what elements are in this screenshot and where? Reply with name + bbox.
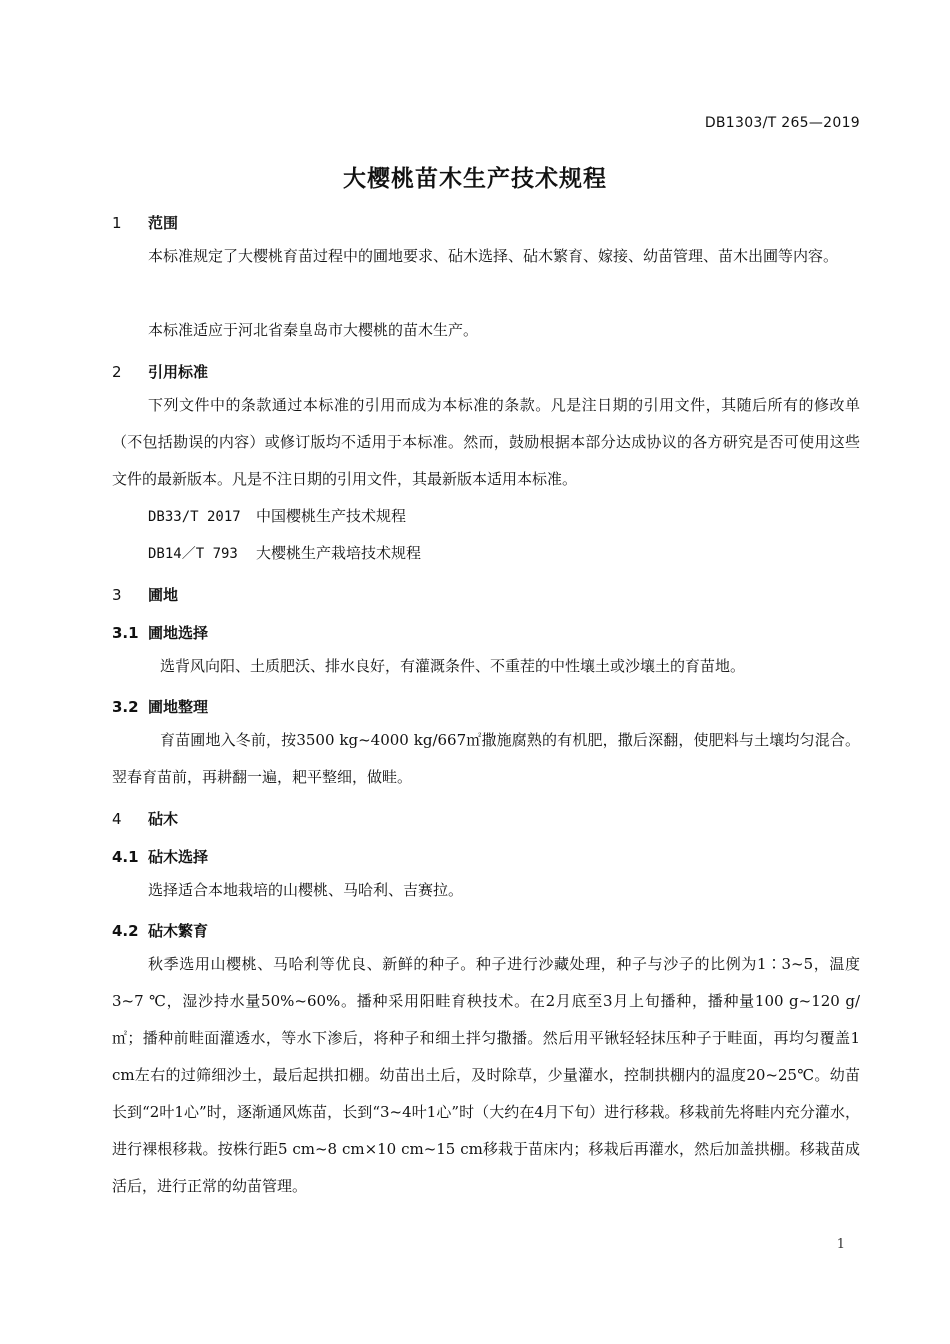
section-title: 圃地整理 [148,698,209,716]
document-code: DB1303/T 265—2019 [704,115,860,131]
section-3-1-heading [112,622,208,643]
section-title: 砧木繁育 [148,922,209,940]
section-number: 4.1 [112,848,139,866]
reference-code: DB33/T 2017 [148,509,241,525]
section-number: 3.1 [112,624,139,642]
section-4-1-heading [112,846,208,867]
section-title: 砧木选择 [148,848,209,866]
section-2-paragraph: 下列文件中的条款通过本标准的引用而成为本标准的条款。凡是注日期的引用文件，其随后所有的修改单（不包括勘误的内容）或修订版均不适用于本标准。然而，鼓励根据本部分达成协议的各方研究是否可使用这些文件的最新版本。凡是不注日期的引用文件，其最新版本适用本标准。 [112,396,860,488]
reference-code: DB14／T 793 [148,546,238,562]
section-3-1-paragraph: 选背风向阳、土质肥沃、排水良好，有灌溉条件、不重茬的中性壤土或沙壤土的育苗地。 [160,657,746,675]
reference-name: 大樱桃生产栽培技术规程 [256,544,422,562]
section-number: 3 [112,586,122,604]
page-title: 大樱桃苗木生产技术规程 [343,166,607,192]
page-number: 1 [836,1237,845,1252]
section-4-2-heading [112,920,208,941]
section-title: 范围 [148,214,179,232]
section-3-heading [112,584,178,605]
section-3-2-heading [112,696,208,717]
section-title: 圃地选择 [148,624,209,642]
section-1-heading [112,212,178,233]
section-title: 圃地 [148,586,179,604]
section-title: 引用标准 [148,363,209,381]
section-number: 4.2 [112,922,139,940]
section-number: 1 [112,214,122,232]
section-number: 3.2 [112,698,139,716]
section-1-paragraph-1: 本标准规定了大樱桃育苗过程中的圃地要求、砧木选择、砧木繁育、嫁接、幼苗管理、苗木出圃等内容。 [148,247,839,265]
section-number: 2 [112,363,122,381]
section-1-paragraph-2: 本标准适应于河北省秦皇岛市大樱桃的苗木生产。 [148,321,479,339]
section-2-heading [112,361,208,382]
section-4-2-paragraph: 秋季选用山樱桃、马哈利等优良、新鲜的种子。种子进行沙藏处理，种子与沙子的比例为1∶3~5，温度3~7 ℃，湿沙持水量50%~60%。播种采用阳畦育秧技术。在2月底至3月上旬播种，播种量100 g~120 g/㎡；播种前畦面灌透水，等水下渗后，将种子和细土拌匀撒播。然后用平锹轻轻抹压种子于畦面，再均匀覆盖1 cm左右的过筛细沙土，最后起拱扣棚。幼苗出土后，及时除草，少量灌水，控制拱棚内的温度20~25℃。幼苗长到“2叶1心”时，逐渐通风炼苗，长到“3~4叶1心”时（大约在4月下旬）进行移栽。移栽前先将畦内充分灌水，进行裸根移栽。按株行距5 cm~8 cm×10 cm~15 cm移栽于苗床内；移栽后再灌水，然后加盖拱棚。移栽苗成活后，进行正常的幼苗管理。 [112,955,860,1195]
reference-item [148,535,421,573]
section-number: 4 [112,810,122,828]
section-3-2-paragraph: 育苗圃地入冬前，按3500 kg~4000 kg/667㎡撒施腐熟的有机肥，撒后深翻，使肥料与土壤均匀混合。翌春育苗前，再耕翻一遍，耙平整细，做畦。 [112,731,860,786]
reference-item [148,498,406,536]
section-title: 砧木 [148,810,179,828]
section-4-1-paragraph: 选择适合本地栽培的山樱桃、马哈利、吉赛拉。 [148,881,464,899]
reference-name: 中国樱桃生产技术规程 [256,507,407,525]
section-4-heading [112,808,178,829]
